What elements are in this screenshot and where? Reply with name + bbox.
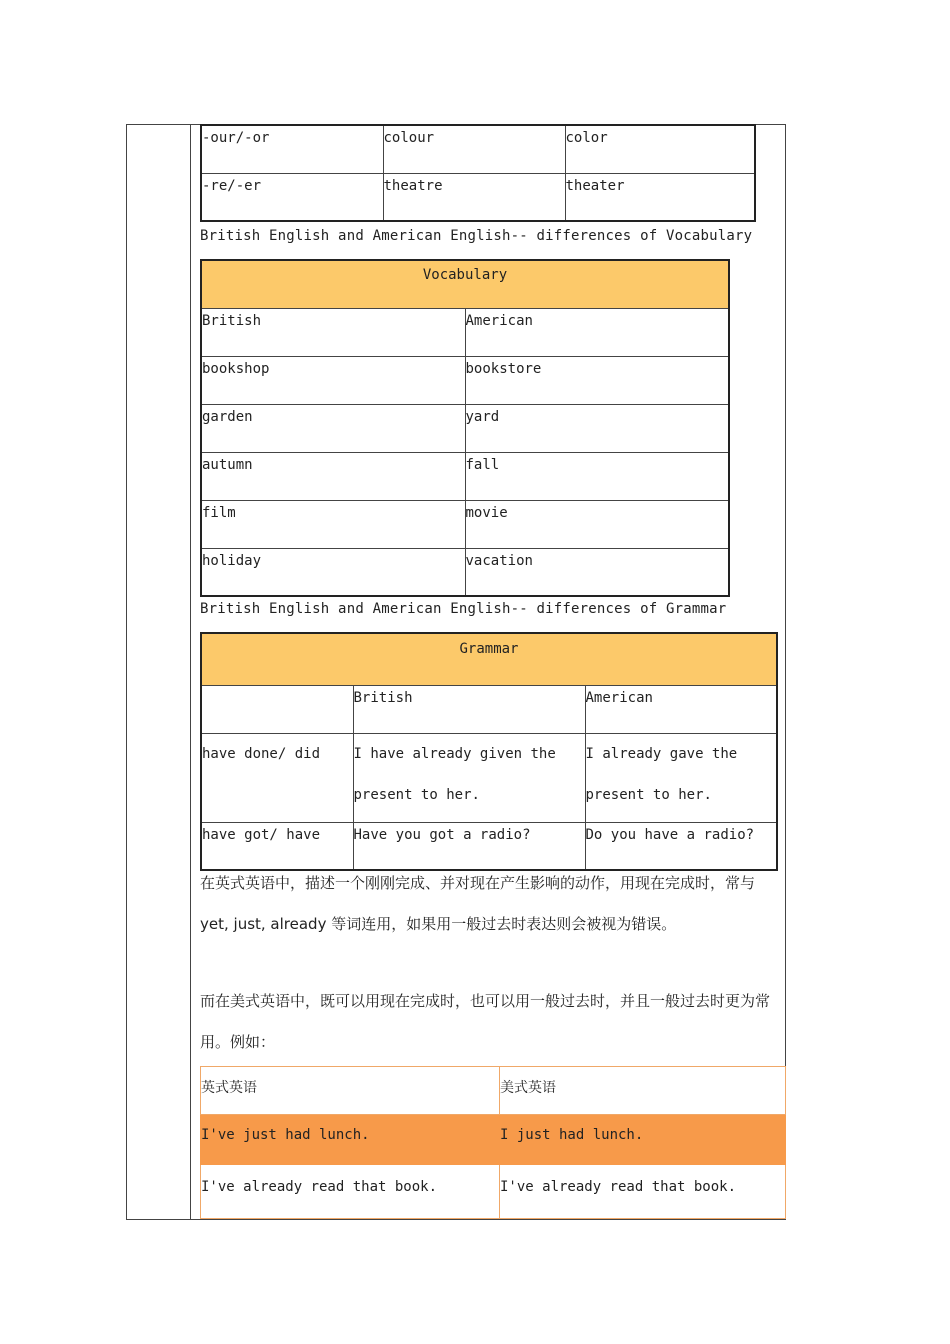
table-row (201, 733, 777, 822)
left-column-divider (190, 124, 191, 1220)
table-row (201, 125, 755, 173)
vocabulary-title: Vocabulary (201, 260, 729, 308)
paragraph-american-usage: 而在美式英语中，既可以用现在完成时，也可以用一般过去时，并且一般过去时更为常用。例如： (200, 992, 771, 1051)
table-cell: garden (201, 404, 465, 452)
table-cell: movie (465, 500, 729, 548)
header-cell (201, 685, 353, 733)
table-cell: I already gave the present to her. (585, 733, 777, 822)
table-cell: I have already given the present to her. (353, 733, 585, 822)
table-cell: yard (465, 404, 729, 452)
grammar-table (200, 632, 778, 871)
table-title-row (201, 260, 729, 308)
header-cell: 英式英语 (201, 1067, 500, 1115)
vocabulary-table (200, 259, 730, 597)
table-cell: fall (465, 452, 729, 500)
vocab-caption: British English and American English-- differences of Vocabulary (200, 228, 753, 244)
header-cell: British (201, 308, 465, 356)
table-row (201, 1115, 786, 1165)
table-header-row (201, 685, 777, 733)
table-title-row (201, 633, 777, 685)
table-cell: holiday (201, 548, 465, 596)
table-row (201, 1165, 786, 1219)
table-header-row (201, 308, 729, 356)
table-cell: autumn (201, 452, 465, 500)
table-cell: Have you got a radio? (353, 822, 585, 870)
header-cell: British (353, 685, 585, 733)
table-cell: bookstore (465, 356, 729, 404)
table-cell: bookshop (201, 356, 465, 404)
table-row (201, 173, 755, 221)
table-row (201, 500, 729, 548)
spelling-table (200, 124, 756, 222)
header-cell: American (465, 308, 729, 356)
example-table (200, 1066, 786, 1219)
paragraph-british-usage: 在英式英语中，描述一个刚刚完成、并对现在产生影响的动作，用现在完成时，常与yet, just, already 等词连用，如果用一般过去时表达则会被视为错误。 (200, 874, 756, 933)
table-cell: Do you have a radio? (585, 822, 777, 870)
grammar-caption: British English and American English-- differences of Grammar (200, 601, 727, 617)
header-cell: American (585, 685, 777, 733)
table-cell: have got/ have (201, 822, 353, 870)
table-header-row (201, 1067, 786, 1115)
table-cell: theatre (383, 173, 565, 221)
table-cell: -re/-er (201, 173, 383, 221)
grammar-title: Grammar (201, 633, 777, 685)
table-cell: I've already read that book. (500, 1165, 786, 1219)
table-cell: colour (383, 125, 565, 173)
table-cell: -our/-or (201, 125, 383, 173)
table-cell: I've already read that book. (201, 1165, 500, 1219)
table-cell: film (201, 500, 465, 548)
header-cell: 美式英语 (500, 1067, 786, 1115)
table-row (201, 356, 729, 404)
table-cell: theater (565, 173, 755, 221)
table-cell: color (565, 125, 755, 173)
table-row (201, 404, 729, 452)
table-row (201, 548, 729, 596)
table-cell: I just had lunch. (500, 1115, 786, 1165)
table-row (201, 452, 729, 500)
table-cell: I've just had lunch. (201, 1115, 500, 1165)
table-cell: vacation (465, 548, 729, 596)
table-cell: have done/ did (201, 733, 353, 822)
